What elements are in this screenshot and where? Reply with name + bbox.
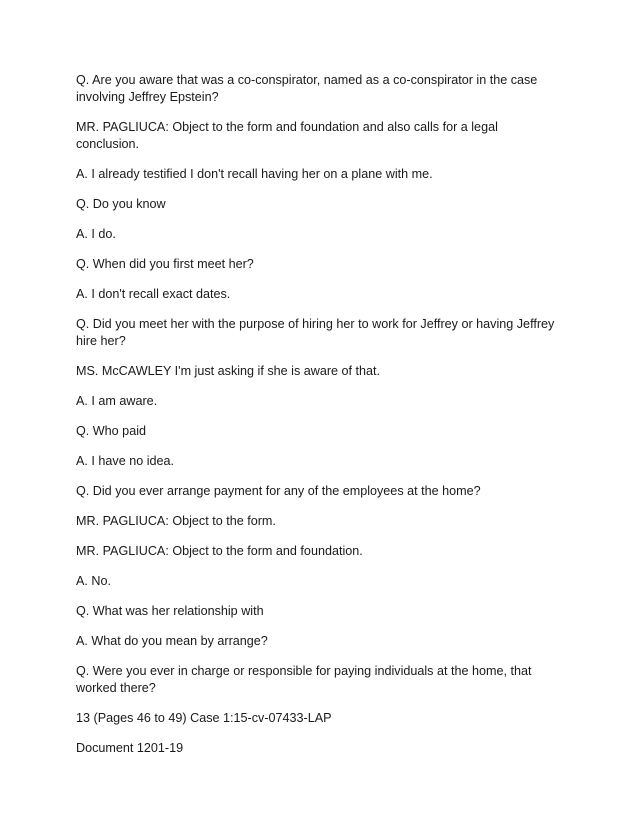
transcript-paragraph: Q. Do you know: [76, 197, 166, 211]
transcript-paragraph: MR. PAGLIUCA: Object to the form.: [76, 514, 276, 528]
transcript-paragraph: A. What do you mean by arrange?: [76, 634, 268, 648]
transcript-paragraph: A. I already testified I don't recall having her on a plane with me.: [76, 167, 433, 181]
transcript-paragraph: A. I don't recall exact dates.: [76, 287, 231, 301]
page-footer-document-number: Document 1201-19: [76, 741, 184, 755]
transcript-paragraph: Q. What was her relationship with: [76, 604, 264, 618]
transcript-paragraph: Q. When did you first meet her?: [76, 257, 254, 271]
transcript-paragraph: A. I am aware.: [76, 394, 158, 408]
transcript-paragraph: Q. Did you ever arrange payment for any of the employees at the home?: [76, 484, 481, 498]
transcript-paragraph: A. No.: [76, 574, 111, 588]
transcript-paragraph: MS. McCAWLEY I'm just asking if she is aware of that.: [76, 364, 381, 378]
transcript-paragraph: A. I do.: [76, 227, 116, 241]
transcript-paragraph: Q. Are you aware that was a co-conspirator, named as a co-conspirator in the case involving Jeffrey Epstein?: [76, 73, 538, 104]
transcript-body: [76, 72, 564, 770]
transcript-paragraph: MR. PAGLIUCA: Object to the form and foundation.: [76, 544, 363, 558]
transcript-paragraph: Q. Who paid: [76, 424, 146, 438]
transcript-paragraph: MR. PAGLIUCA: Object to the form and foundation and also calls for a legal conclusion.: [76, 120, 498, 151]
transcript-paragraph: Q. Did you meet her with the purpose of hiring her to work for Jeffrey or having Jeffrey hire her?: [76, 317, 555, 348]
transcript-paragraph: Q. Were you ever in charge or responsible for paying individuals at the home, that worked there?: [76, 664, 532, 695]
page-footer-case-number: 13 (Pages 46 to 49) Case 1:15-cv-07433-LAP: [76, 711, 332, 725]
transcript-paragraph: A. I have no idea.: [76, 454, 175, 468]
